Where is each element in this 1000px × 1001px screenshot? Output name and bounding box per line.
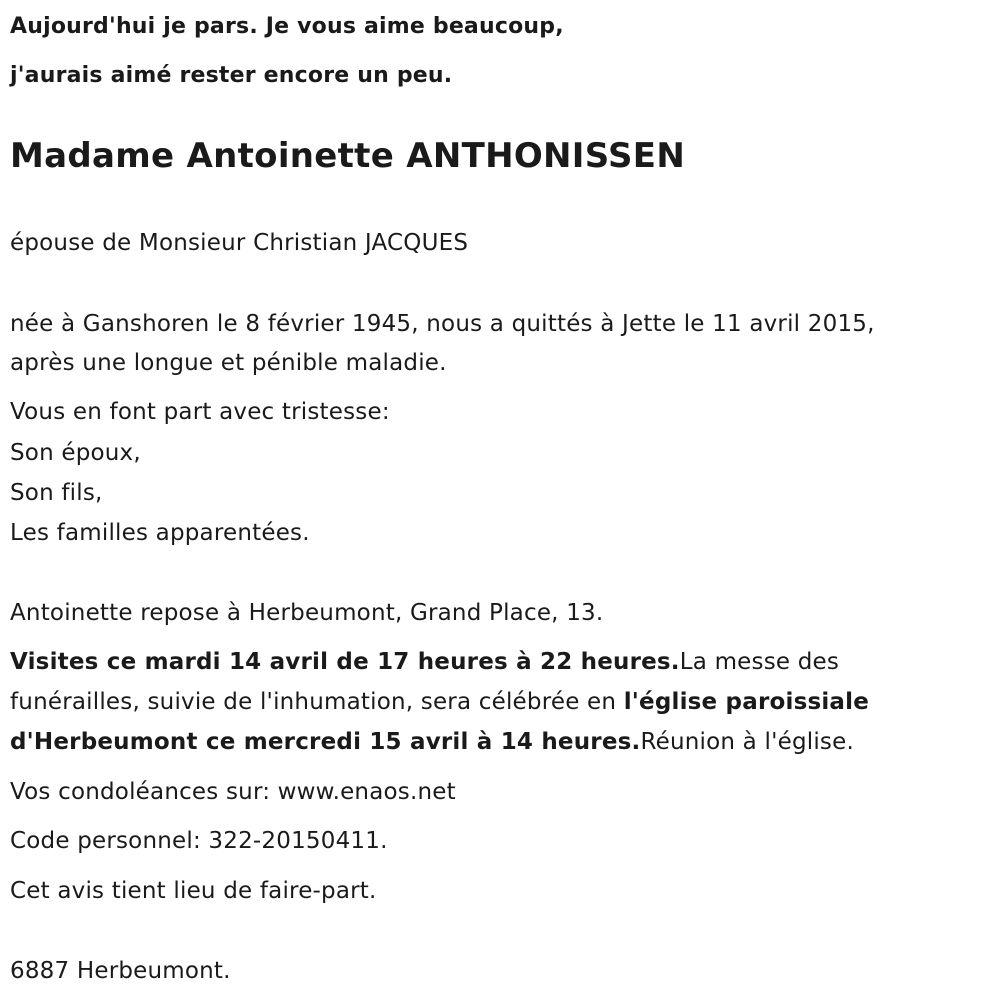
condolences-line: Vos condoléances sur: www.enaos.net [10, 779, 456, 805]
repose-line: Antoinette repose à Herbeumont, Grand Place, 13. [10, 600, 604, 626]
visits-bold-text: Visites ce mardi 14 avril de 17 heures à 22 heures. [10, 649, 680, 675]
intro-line-2: j'aurais aimé rester encore un peu. [10, 63, 453, 88]
ceremony-bold-text: d'Herbeumont ce mercredi 15 avril à 14 heures. [10, 729, 641, 755]
funeral-text: funérailles, suivie de l'inhumation, sera célébrée en [10, 689, 624, 715]
visits-line-3 [10, 727, 854, 757]
intro-line-1: Aujourd'hui je pars. Je vous aime beaucoup, [10, 14, 564, 39]
spouse-line: épouse de Monsieur Christian JACQUES [10, 230, 469, 256]
address-line: 6887 Herbeumont. [10, 958, 231, 984]
birth-death-line-2: après une longue et pénible maladie. [10, 350, 447, 376]
birth-death-line-1: née à Ganshoren le 8 février 1945, nous a quittés à Jette le 11 avril 2015, [10, 311, 875, 337]
announcer-item: Son fils, [10, 480, 103, 506]
deceased-name: Madame Antoinette ANTHONISSEN [10, 136, 686, 176]
announcer-item: Son époux, [10, 440, 141, 466]
meeting-text: Réunion à l'église. [640, 729, 854, 755]
visits-line-2 [10, 687, 869, 717]
announcer-item: Les familles apparentées. [10, 520, 310, 546]
mass-text: La messe des [679, 649, 840, 675]
announcers-intro: Vous en font part avec tristesse: [10, 399, 390, 425]
notice-line: Cet avis tient lieu de faire-part. [10, 878, 377, 904]
code-line: Code personnel: 322-20150411. [10, 828, 388, 854]
visits-line-1 [10, 647, 839, 677]
church-bold-text: l'église paroissiale [623, 689, 870, 715]
